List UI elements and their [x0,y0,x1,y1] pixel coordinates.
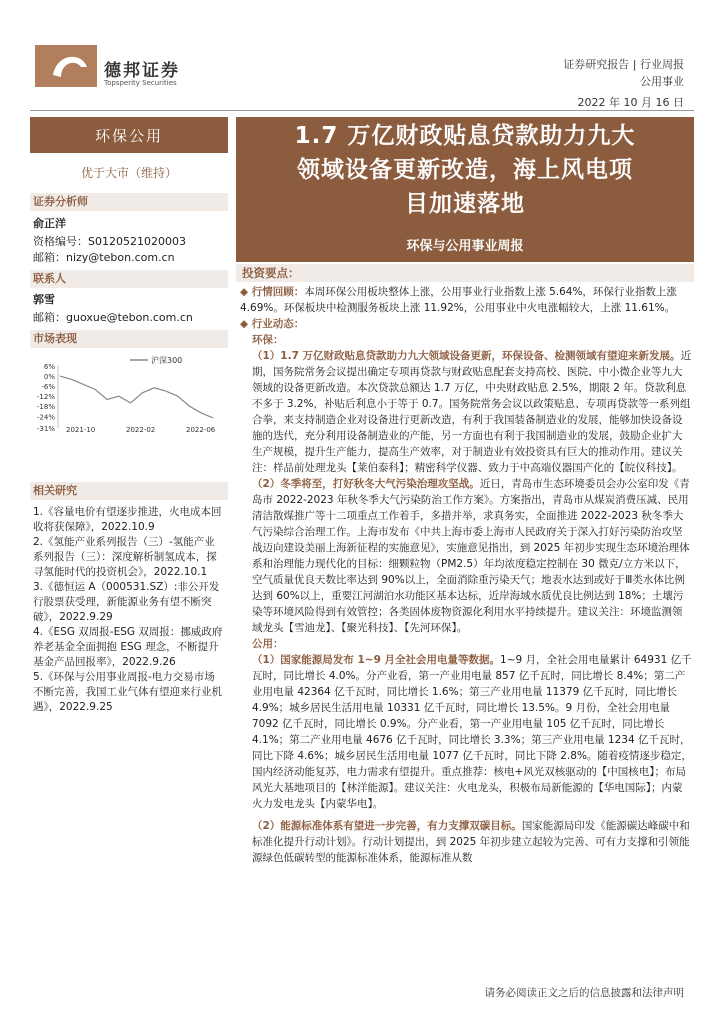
y-tick-label: -12% [36,393,55,402]
market-section-head: 市场表现 [30,330,228,348]
y-tick-label: -24% [36,413,55,422]
brand-logo [35,45,97,87]
related-section-head: 相关研究 [30,482,228,500]
title-line: 1.7 万亿财政贴息贷款助力九大 [294,123,636,149]
report-body [240,284,692,866]
analyst-name: 俞正洋 [33,217,66,230]
report-subtitle: 环保与公用事业周报 [406,239,524,254]
report-title [236,119,694,221]
brand-subtitle: Topsperity Securities [104,79,177,87]
legend-label: 沪深300 [151,356,183,365]
env-item-1-head: （1）1.7 万亿财政贴息贷款助力九大领域设备更新，环保设备、检测领域有望迎来新发展。 [252,350,681,362]
y-tick-label: -31% [36,425,55,433]
contact-section-head: 联系人 [30,270,228,288]
dynamics-label: 行业动态： [251,318,305,330]
related-research-list [33,505,225,715]
related-item[interactable]: 4.《ESG 双周报-ESG 双周报：挪威政府养老基金全面拥抱 ESG 理念，不断提升基金产品回报率》，2022.9.26 [33,626,223,668]
util-item-2-head: （2）能源标准体系有望进一步完善，有力支撑双碳目标。 [252,820,522,832]
x-tick-label: 2022-06 [186,426,216,434]
report-industry: 公用事业 [640,75,684,88]
env-item-2-text: 近日，青岛市生态环境委员会办公室印发《青岛市 2022-2023 年秋冬季大气污染防治工作方案》。方案指出，青岛市从煤炭消费压减、民用清洁散煤推广等十二项重点工作着手，多措并举，求真务实，全面推进 2022-2023 秋冬季大气污染综合治理工作。上海市发布《中共上海市委上海市人民政府关于深入打好污染防治攻坚战迈向建设美丽上海新征程的实施意见》，实施意见指出，到 2025 年初步实现生态环境治理体系和治理能力现代化的目标：细颗粒物（PM2.5）年均浓度稳定控制在 30 微克/立方米以下，空气质量优良天数比率达到 90%以上，全面消除重污染天气；地表水达到或好于Ⅲ类水体比例达到 60%以上，重要江河湖泊水功能区基本达标，近岸海域水质优良比例达到 18%；土壤污染等环境风险得到有效管控；各类固体废物资源化利用水平持续提升。建议关注：环境监测领域龙头【雪迪龙】、【聚光科技】、【先河环保】。 [252,478,690,634]
util-item-1-head: （1）国家能源局发布 1~9 月全社会用电量等数据。 [252,654,501,666]
y-tick-label: 6% [43,363,55,371]
report-type: 证券研究报告 | 行业周报 [563,58,684,71]
sector-label: 环保公用 [30,117,228,153]
rating-label: 优于大市（维持） [80,166,177,180]
x-tick-label: 2022-02 [126,426,156,434]
util-label: 公用： [252,638,284,650]
analyst-section-head: 证券分析师 [30,193,228,211]
brand-name: 德邦证券 [104,61,180,81]
analyst-cert: 资格编号：S0120521020003 [33,235,186,248]
footer-disclaimer: 请务必阅读正文之后的信息披露和法律声明 [484,987,684,999]
related-item[interactable]: 5.《环保与公用事业周报-电力交易市场不断完善，我国工业气体有望迎来行业机遇》，2022.9.25 [33,671,222,713]
analyst-email[interactable]: 邮箱：nizy@tebon.com.cn [33,251,175,264]
key-points-head: 投资要点： [236,264,694,282]
market-review-text: 本周环保公用板块整体上涨，公用事业行业指数上涨 5.64%，环保行业指数上涨 4.69%。环保板块中检测服务板块上涨 11.92%，公用事业中火电涨幅较大，上涨 11.61%。 [240,286,677,314]
util-item-2-text: 国家能源局印发《能源碳达峰碳中和标准化提升行动计划》。行动计划提出，到 2025 年初步建立起较为完善、可有力支撑和引领能源绿色低碳转型的能源标准体系，能源标准从数 [252,820,690,864]
series-line [60,376,213,418]
report-date: 2022 年 10 月 16 日 [577,96,684,109]
related-item[interactable]: 1.《容量电价有望逐步推进，火电成本回收将获保障》，2022.10.9 [33,506,222,533]
related-item[interactable]: 3.《德恒运 A（000531.SZ）:非公开发行股票获受理，新能源业务有望不断突破》，2022.9.29 [33,581,220,623]
bullet-icon: ◆ [240,286,252,298]
title-banner [236,117,694,262]
env-label: 环保： [252,334,284,346]
title-line: 目加速落地 [405,191,525,217]
x-tick-label: 2021-10 [66,426,96,434]
env-item-1-text: 近期，国务院常务会议提出确定专项再贷款与财政贴息配套支持高校、医院、中小微企业等九大领域的设备更新改造。本次贷款总额达 1.7 万亿，中央财政贴息 2.5%，期限 2 年。贷款利息不多于 3.2%，补贴后利息小于等于 0.7。国务院常务会议以政策贴息、专项再贷款等一系列组合拳，来支持制造企业对设备进行更新改造，有利于我国装备制造业的发展，能够加快设备设施的迭代，充分利用设备制造业的产能，另一方面也有利于我国制造业的发展，鼓励企业扩大生产规模，提升生产能力，提高生产效率，对于制造业有效投资具有巨大的推动作用。建议关注：样品前处理龙头【莱伯泰科】；精密科学仪器、致力于中高端仪器国产化的【皖仪科技】。 [252,350,692,474]
y-tick-label: -18% [36,403,55,412]
title-line: 领域设备更新改造，海上风电项 [297,157,633,183]
contact-name: 郭雪 [33,293,55,306]
header-divider [30,110,694,111]
y-tick-label: 0% [43,373,55,382]
y-tick-label: -6% [41,383,55,392]
related-item[interactable]: 2.《氢能产业系列报告（三）-氢能产业系列报告（三）：深度解析制氢成本，探寻氢能时代的投资机会》，2022.10.1 [33,536,217,578]
market-performance-chart [30,356,228,446]
env-item-2-head: （2）冬季将至，打好秋冬大气污染治理攻坚战。 [252,478,480,490]
bullet-icon: ◆ [240,318,252,330]
contact-email[interactable]: 邮箱：guoxue@tebon.com.cn [33,311,193,324]
market-review-label: 行情回顾： [251,286,305,298]
util-item-1-text: 1~9 月，全社会用电量累计 64931 亿千瓦时，同比增长 4.0%。分产业看，第一产业用电量 857 亿千瓦时，同比增长 8.4%；第二产业用电量 42364 亿千瓦时，同比增长 1.6%；第三产业用电量 11379 亿千瓦时，同比增长 4.9%；城乡居民生活用电量 10331 亿千瓦时，同比增长 13.5%。9 月份，全社会用电量 7092 亿千瓦时，同比增长 0.9%。分产业看，第一产业用电量 105 亿千瓦时，同比增长 4.1%；第二产业用电量 4676 亿千瓦时，同比增长 3.3%；第三产业用电量 1234 亿千瓦时，同比下降 4.6%；城乡居民生活用电量 1077 亿千瓦时，同比下降 2.8%。随着疫情逐步稳定，国内经济动能复苏，电力需求有望提升。重点推荐：核电+风光双核驱动的【中国核电】；布局风光大基地项目的【林洋能源】。建议关注：火电龙头，积极布局新能源的【华电国际】；内蒙火力发电龙头【内蒙华电】。 [252,654,692,810]
